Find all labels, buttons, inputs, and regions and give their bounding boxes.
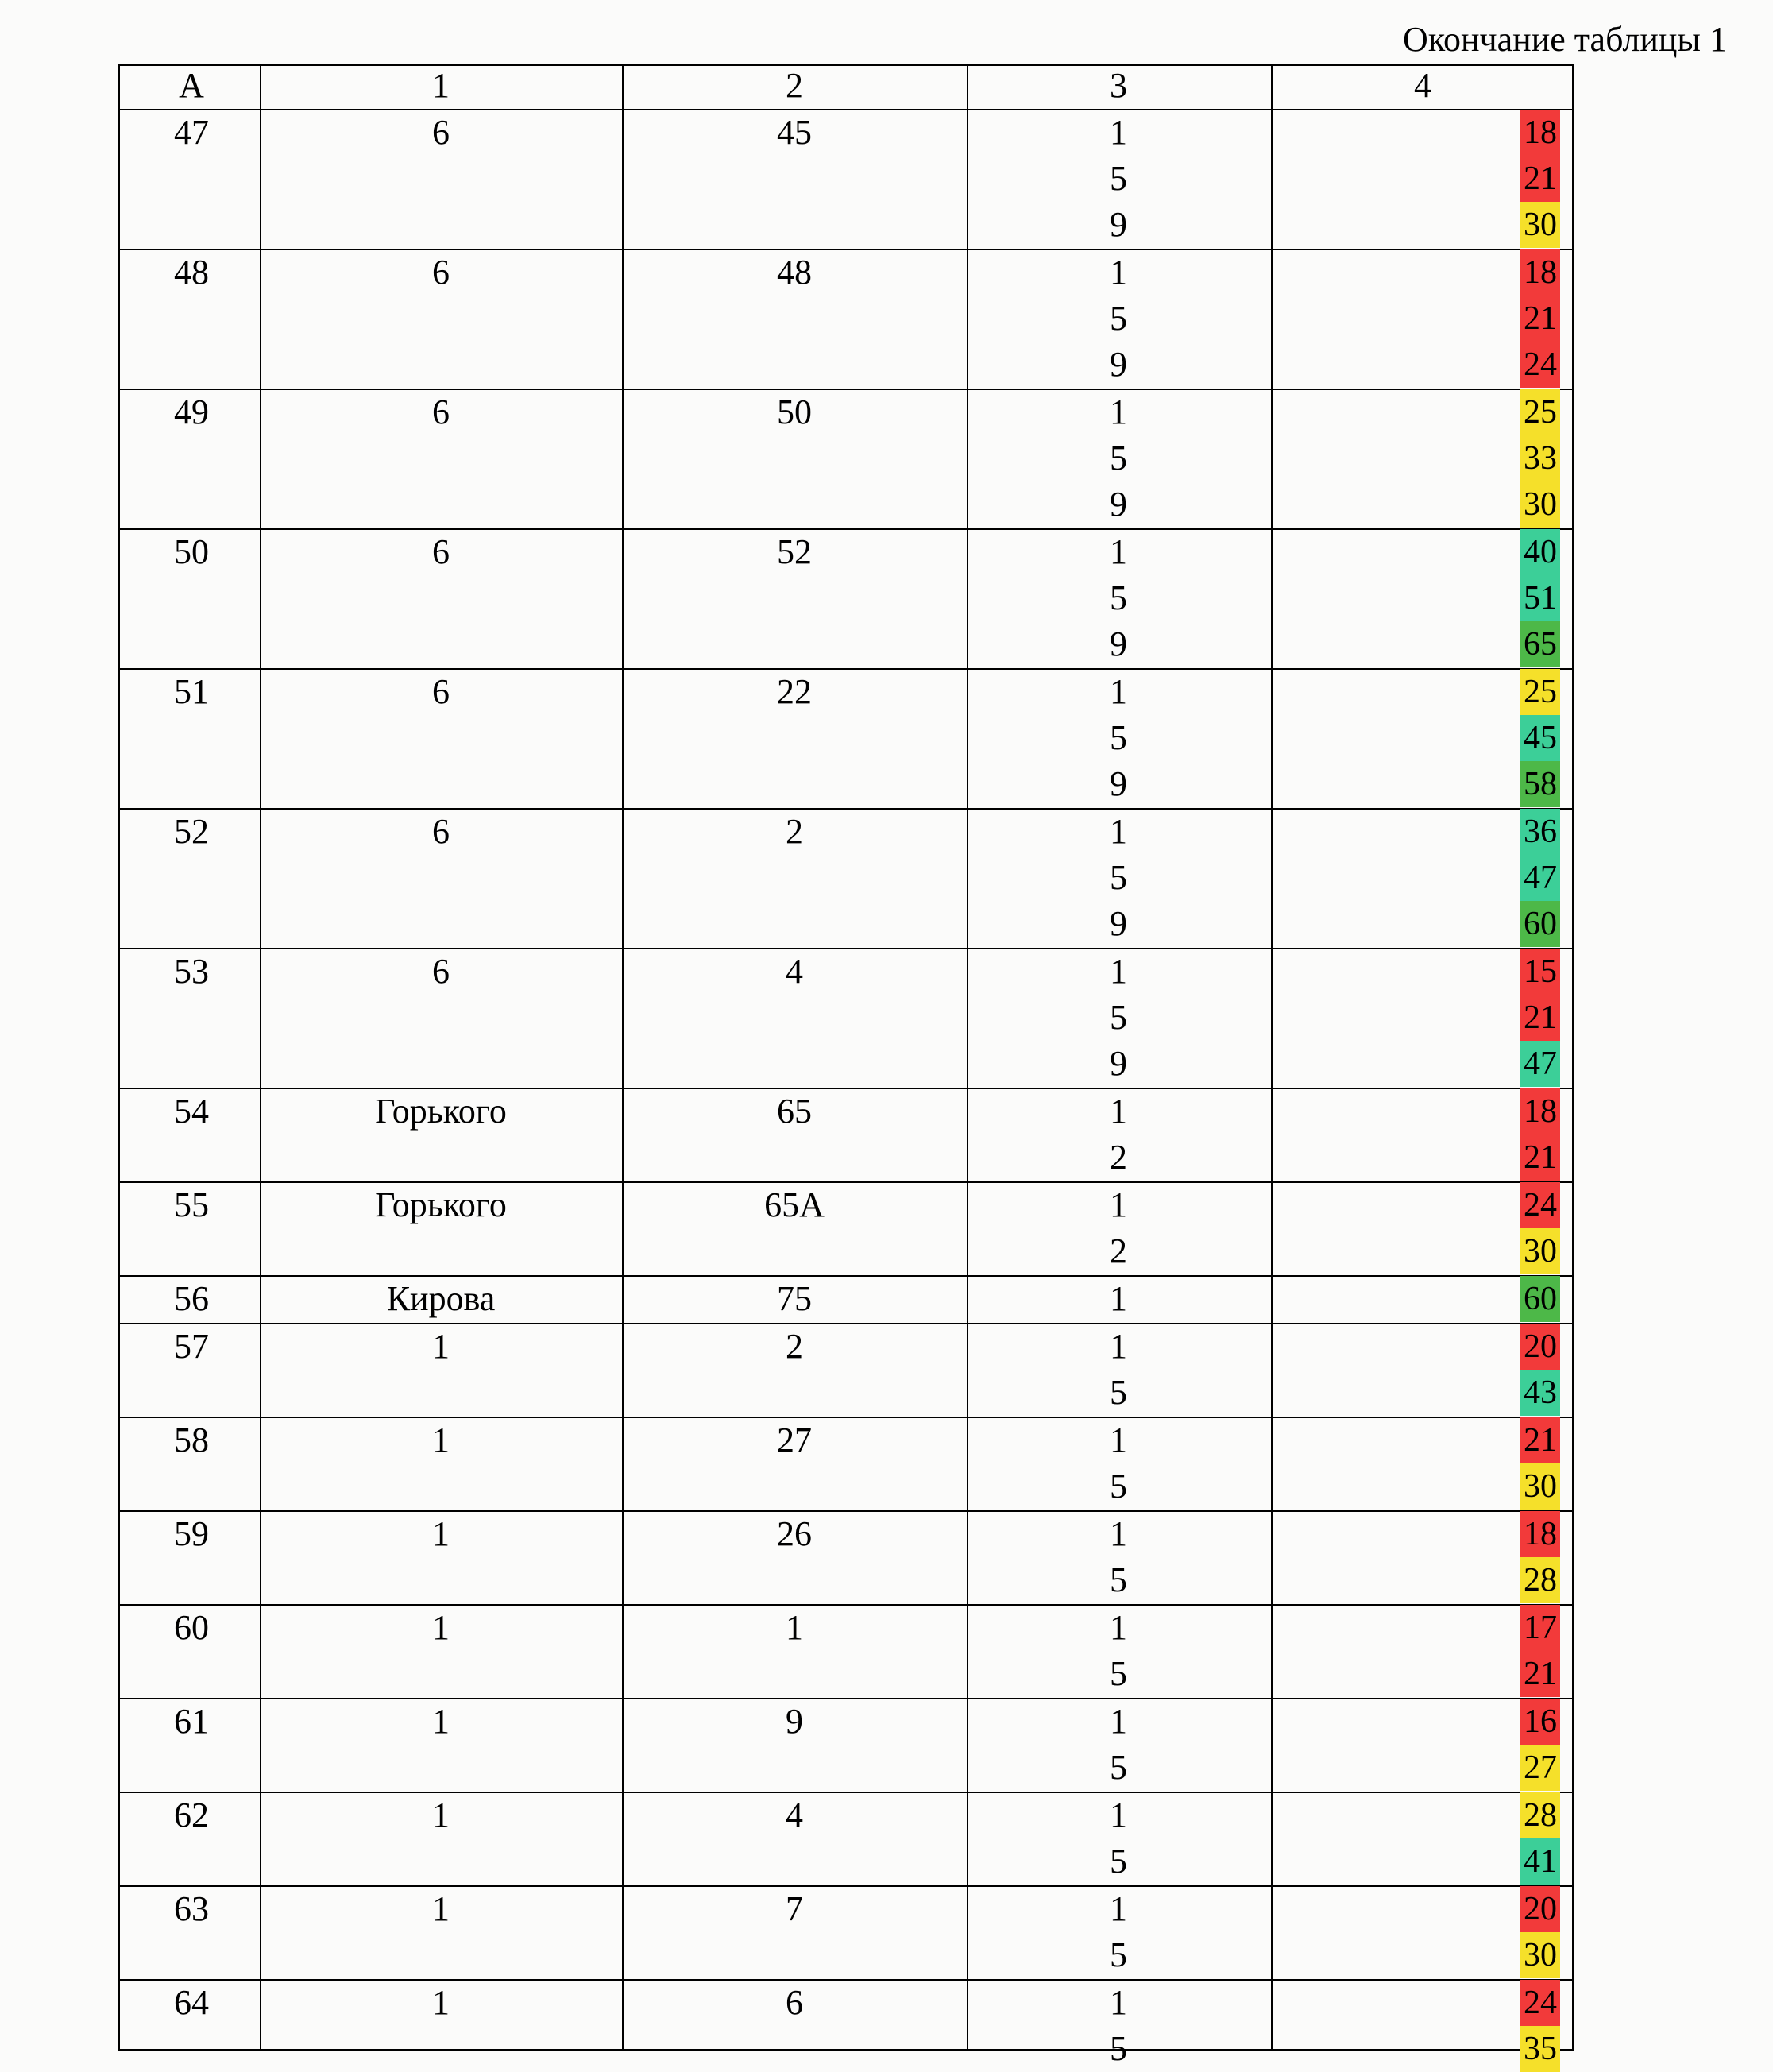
district-street: 6 (432, 253, 450, 292)
signal-level: 45 (1520, 715, 1560, 761)
signal-level: 15 (1520, 949, 1560, 995)
floor-value: 5 (1110, 299, 1127, 338)
house-number: 27 (777, 1421, 812, 1459)
house-number: 2 (786, 1327, 803, 1366)
row-number: 63 (174, 1889, 209, 1928)
signal-level: 60 (1520, 901, 1560, 947)
signal-level: 28 (1520, 1792, 1560, 1838)
house-number: 4 (786, 1796, 803, 1834)
floor-value: 1 (1110, 1092, 1127, 1131)
signal-level: 30 (1520, 1228, 1560, 1274)
signal-level: 43 (1520, 1370, 1560, 1416)
floor-value: 5 (1110, 1842, 1127, 1881)
district-street: 6 (432, 532, 450, 571)
row-number: 59 (174, 1514, 209, 1553)
house-number: 52 (777, 532, 812, 571)
floor-value: 5 (1110, 1748, 1127, 1787)
district-street: 1 (432, 1796, 450, 1834)
house-number: 65 (777, 1092, 812, 1131)
floor-value: 5 (1110, 718, 1127, 757)
header-cell: 2 (786, 66, 803, 105)
floor-value: 1 (1110, 1702, 1127, 1741)
district-street: 1 (432, 1889, 450, 1928)
floor-value: 1 (1110, 952, 1127, 991)
house-number: 48 (777, 253, 812, 292)
floor-value: 5 (1110, 1467, 1127, 1506)
row-number: 64 (174, 1983, 209, 2022)
column-divider (622, 66, 624, 2049)
district-street: Горького (375, 1092, 507, 1131)
table-caption: Окончание таблицы 1 (1403, 20, 1727, 59)
row-number: 62 (174, 1796, 209, 1834)
row-divider (120, 1088, 1572, 1089)
signal-level: 18 (1520, 1088, 1560, 1135)
signal-level: 60 (1520, 1276, 1560, 1322)
floor-value: 1 (1110, 1983, 1127, 2022)
row-number: 60 (174, 1608, 209, 1647)
header-cell: А (179, 66, 204, 105)
row-number: 56 (174, 1279, 209, 1318)
house-number: 2 (786, 812, 803, 851)
house-number: 1 (786, 1608, 803, 1647)
row-divider (120, 1792, 1572, 1793)
row-divider (120, 948, 1572, 949)
district-street: Кирова (386, 1279, 496, 1318)
house-number: 22 (777, 672, 812, 711)
floor-value: 1 (1110, 532, 1127, 571)
row-number: 52 (174, 812, 209, 851)
signal-level: 28 (1520, 1557, 1560, 1603)
signal-level: 40 (1520, 529, 1560, 575)
signal-level: 47 (1520, 1041, 1560, 1087)
signal-level: 30 (1520, 202, 1560, 248)
district-street: 1 (432, 1983, 450, 2022)
signal-level: 24 (1520, 342, 1560, 388)
signal-level: 25 (1520, 669, 1560, 715)
signal-level: 35 (1520, 2026, 1560, 2072)
signal-level: 21 (1520, 156, 1560, 202)
signal-level: 21 (1520, 995, 1560, 1041)
floor-value: 1 (1110, 1514, 1127, 1553)
signal-level: 33 (1520, 435, 1560, 481)
row-number: 57 (174, 1327, 209, 1366)
district-street: 1 (432, 1327, 450, 1366)
row-number: 49 (174, 392, 209, 431)
district-street: Горького (375, 1185, 507, 1224)
row-number: 53 (174, 952, 209, 991)
signal-level: 16 (1520, 1699, 1560, 1745)
floor-value: 5 (1110, 1560, 1127, 1599)
district-street: 6 (432, 392, 450, 431)
signal-level: 27 (1520, 1745, 1560, 1791)
floor-value: 2 (1110, 1231, 1127, 1270)
floor-value: 5 (1110, 439, 1127, 477)
row-divider (120, 1604, 1572, 1606)
signal-level: 65 (1520, 621, 1560, 667)
row-divider (120, 1979, 1572, 1981)
signal-level: 47 (1520, 855, 1560, 901)
floor-value: 1 (1110, 1889, 1127, 1928)
signal-level: 20 (1520, 1886, 1560, 1932)
signal-level: 30 (1520, 481, 1560, 528)
district-street: 6 (432, 113, 450, 152)
floor-value: 5 (1110, 1935, 1127, 1974)
header-cell: 3 (1110, 66, 1127, 105)
row-divider (120, 1698, 1572, 1699)
floor-value: 5 (1110, 998, 1127, 1037)
district-street: 1 (432, 1421, 450, 1459)
floor-value: 1 (1110, 672, 1127, 711)
row-number: 50 (174, 532, 209, 571)
floor-value: 1 (1110, 253, 1127, 292)
column-divider (967, 66, 968, 2049)
row-divider (120, 1181, 1572, 1183)
floor-value: 1 (1110, 1279, 1127, 1318)
house-number: 4 (786, 952, 803, 991)
row-divider (120, 528, 1572, 530)
signal-level: 18 (1520, 110, 1560, 156)
signal-level: 25 (1520, 389, 1560, 435)
signal-level: 21 (1520, 296, 1560, 342)
signal-level: 21 (1520, 1417, 1560, 1463)
row-number: 51 (174, 672, 209, 711)
signal-level: 36 (1520, 809, 1560, 855)
row-number: 47 (174, 113, 209, 152)
house-number: 45 (777, 113, 812, 152)
header-cell: 1 (432, 66, 450, 105)
house-number: 50 (777, 392, 812, 431)
floor-value: 5 (1110, 858, 1127, 897)
row-number: 48 (174, 253, 209, 292)
signal-level: 30 (1520, 1463, 1560, 1510)
floor-value: 1 (1110, 392, 1127, 431)
signal-level: 41 (1520, 1838, 1560, 1885)
floor-value: 9 (1110, 345, 1127, 384)
row-divider (120, 109, 1572, 110)
floor-value: 1 (1110, 812, 1127, 851)
house-number: 26 (777, 1514, 812, 1553)
house-number: 9 (786, 1702, 803, 1741)
signal-table (118, 64, 1574, 2068)
header-cell: 4 (1414, 66, 1431, 105)
row-number: 58 (174, 1421, 209, 1459)
floor-value: 9 (1110, 485, 1127, 524)
district-street: 6 (432, 952, 450, 991)
floor-value: 5 (1110, 1373, 1127, 1412)
signal-level: 21 (1520, 1135, 1560, 1181)
district-street: 1 (432, 1608, 450, 1647)
floor-value: 5 (1110, 2029, 1127, 2068)
district-street: 1 (432, 1514, 450, 1553)
house-number: 6 (786, 1983, 803, 2022)
row-divider (120, 1417, 1572, 1418)
floor-value: 1 (1110, 1608, 1127, 1647)
district-street: 6 (432, 812, 450, 851)
row-divider (120, 668, 1572, 670)
floor-value: 1 (1110, 1185, 1127, 1224)
floor-value: 9 (1110, 764, 1127, 803)
floor-value: 9 (1110, 205, 1127, 244)
floor-value: 9 (1110, 624, 1127, 663)
signal-level: 24 (1520, 1182, 1560, 1228)
floor-value: 9 (1110, 904, 1127, 943)
floor-value: 1 (1110, 113, 1127, 152)
floor-value: 9 (1110, 1044, 1127, 1083)
house-number: 65А (764, 1185, 825, 1224)
floor-value: 1 (1110, 1421, 1127, 1459)
district-street: 6 (432, 672, 450, 711)
floor-value: 5 (1110, 159, 1127, 198)
floor-value: 1 (1110, 1796, 1127, 1834)
signal-level: 30 (1520, 1932, 1560, 1978)
signal-level: 21 (1520, 1651, 1560, 1697)
signal-level: 20 (1520, 1324, 1560, 1370)
floor-value: 2 (1110, 1138, 1127, 1177)
floor-value: 5 (1110, 578, 1127, 617)
column-divider (260, 66, 261, 2049)
row-divider (120, 1275, 1572, 1277)
signal-level: 18 (1520, 249, 1560, 296)
house-number: 75 (777, 1279, 812, 1318)
column-divider (1271, 66, 1273, 2049)
signal-level: 18 (1520, 1511, 1560, 1557)
row-divider (120, 1510, 1572, 1512)
floor-value: 1 (1110, 1327, 1127, 1366)
row-divider (120, 1885, 1572, 1887)
row-number: 55 (174, 1185, 209, 1224)
house-number: 7 (786, 1889, 803, 1928)
signal-level: 17 (1520, 1605, 1560, 1651)
floor-value: 5 (1110, 1654, 1127, 1693)
signal-level: 24 (1520, 1980, 1560, 2026)
row-number: 61 (174, 1702, 209, 1741)
row-divider (120, 808, 1572, 810)
signal-level: 51 (1520, 575, 1560, 621)
signal-level: 58 (1520, 761, 1560, 807)
district-street: 1 (432, 1702, 450, 1741)
row-divider (120, 388, 1572, 390)
row-number: 54 (174, 1092, 209, 1131)
row-divider (120, 1323, 1572, 1324)
row-divider (120, 249, 1572, 250)
